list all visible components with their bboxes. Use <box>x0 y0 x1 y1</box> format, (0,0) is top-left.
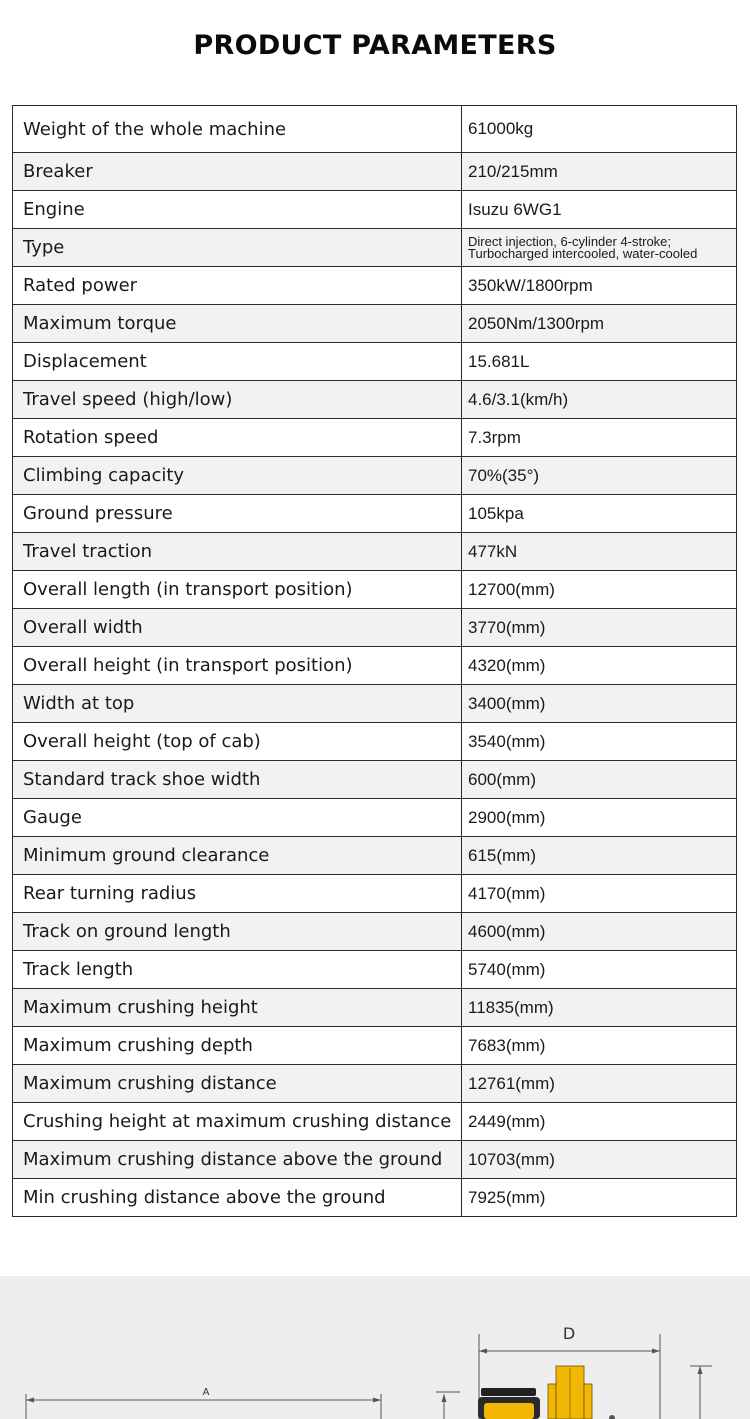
dim-a-label: A <box>202 1387 210 1398</box>
machine-front-view <box>478 1366 615 1419</box>
parameter-value: 7925(mm) <box>462 1179 737 1217</box>
parameter-value: 105kpa <box>462 495 737 533</box>
parameter-value: 70%(35°) <box>462 457 737 495</box>
parameter-value: 5740(mm) <box>462 951 737 989</box>
parameter-label: Overall height (top of cab) <box>13 723 462 761</box>
dim-d-label: D <box>562 1324 576 1343</box>
parameter-label: Maximum crushing height <box>13 989 462 1027</box>
parameter-label: Minimum ground clearance <box>13 837 462 875</box>
parameter-value: 350kW/1800rpm <box>462 267 737 305</box>
parameter-label: Engine <box>13 191 462 229</box>
parameter-label: Overall height (in transport position) <box>13 647 462 685</box>
parameter-label: Weight of the whole machine <box>13 106 462 153</box>
parameter-value: Isuzu 6WG1 <box>462 191 737 229</box>
table-row <box>13 989 737 1027</box>
page-title: PRODUCT PARAMETERS <box>193 30 557 61</box>
parameter-value: 10703(mm) <box>462 1141 737 1179</box>
parameter-value: 3540(mm) <box>462 723 737 761</box>
table-row <box>13 723 737 761</box>
table-row <box>13 609 737 647</box>
machine-boom-left <box>548 1384 556 1419</box>
parameter-value: 7683(mm) <box>462 1027 737 1065</box>
parameter-label: Travel traction <box>13 533 462 571</box>
table-row <box>13 191 737 229</box>
table-row <box>13 229 737 267</box>
table-row <box>13 1027 737 1065</box>
parameter-value: 615(mm) <box>462 837 737 875</box>
parameter-value: 210/215mm <box>462 153 737 191</box>
parameters-table <box>12 105 737 1217</box>
parameter-label: Width at top <box>13 685 462 723</box>
parameter-label: Min crushing distance above the ground <box>13 1179 462 1217</box>
dim-d-right-arrow <box>652 1349 660 1354</box>
table-row <box>13 106 737 153</box>
parameter-label: Travel speed (high/low) <box>13 381 462 419</box>
parameter-label: Overall width <box>13 609 462 647</box>
parameter-label: Rear turning radius <box>13 875 462 913</box>
dim-height-top-arrow <box>698 1366 703 1374</box>
table-row <box>13 419 737 457</box>
dim-d-left-arrow <box>479 1349 487 1354</box>
parameter-value: 600(mm) <box>462 761 737 799</box>
parameter-label: Track length <box>13 951 462 989</box>
machine-boom-right <box>584 1384 592 1419</box>
table-row <box>13 685 737 723</box>
table-row <box>13 1179 737 1217</box>
parameter-label: Breaker <box>13 153 462 191</box>
machine-pin <box>609 1415 615 1419</box>
dimension-drawing <box>0 1276 750 1419</box>
parameter-value: 2050Nm/1300rpm <box>462 305 737 343</box>
parameter-value: Direct injection, 6-cylinder 4-stroke; Turbocharged intercooled, water-cooled <box>462 229 737 267</box>
dim-a-right-arrow <box>373 1398 381 1403</box>
dimension-diagram <box>0 1276 750 1419</box>
table-row <box>13 799 737 837</box>
parameter-value: 3770(mm) <box>462 609 737 647</box>
table-row <box>13 495 737 533</box>
table-row <box>13 267 737 305</box>
parameter-value: 15.681L <box>462 343 737 381</box>
table-row <box>13 533 737 571</box>
parameters-table-body <box>13 106 737 1217</box>
table-row <box>13 913 737 951</box>
parameter-label: Maximum crushing distance above the ground <box>13 1141 462 1179</box>
parameter-value: 11835(mm) <box>462 989 737 1027</box>
dim-left-height-arrow <box>442 1394 447 1402</box>
parameter-value: 4170(mm) <box>462 875 737 913</box>
table-row <box>13 457 737 495</box>
parameter-label: Track on ground length <box>13 913 462 951</box>
table-row <box>13 1141 737 1179</box>
parameter-value: 4320(mm) <box>462 647 737 685</box>
table-row <box>13 343 737 381</box>
dim-a-left-arrow <box>26 1398 34 1403</box>
table-row <box>13 305 737 343</box>
parameter-value: 477kN <box>462 533 737 571</box>
parameter-label: Maximum crushing distance <box>13 1065 462 1103</box>
parameter-value: 7.3rpm <box>462 419 737 457</box>
parameter-label: Ground pressure <box>13 495 462 533</box>
table-row <box>13 1065 737 1103</box>
parameter-value: 12761(mm) <box>462 1065 737 1103</box>
parameter-label: Rated power <box>13 267 462 305</box>
table-row <box>13 837 737 875</box>
table-row <box>13 571 737 609</box>
parameter-value: 12700(mm) <box>462 571 737 609</box>
parameter-label: Climbing capacity <box>13 457 462 495</box>
parameter-value: 61000kg <box>462 106 737 153</box>
parameter-label: Crushing height at maximum crushing distance <box>13 1103 462 1141</box>
table-row <box>13 381 737 419</box>
parameter-value: 2449(mm) <box>462 1103 737 1141</box>
parameter-value: 2900(mm) <box>462 799 737 837</box>
parameter-label: Standard track shoe width <box>13 761 462 799</box>
parameter-value: 4600(mm) <box>462 913 737 951</box>
table-row <box>13 951 737 989</box>
parameter-label: Displacement <box>13 343 462 381</box>
parameter-label: Overall length (in transport position) <box>13 571 462 609</box>
parameter-label: Type <box>13 229 462 267</box>
parameter-value: 3400(mm) <box>462 685 737 723</box>
parameter-label: Maximum crushing depth <box>13 1027 462 1065</box>
table-row <box>13 761 737 799</box>
table-row <box>13 153 737 191</box>
parameter-label: Maximum torque <box>13 305 462 343</box>
table-row <box>13 1103 737 1141</box>
parameter-label: Rotation speed <box>13 419 462 457</box>
parameter-label: Gauge <box>13 799 462 837</box>
table-row <box>13 875 737 913</box>
machine-lamp-panel <box>484 1403 534 1419</box>
table-row <box>13 647 737 685</box>
parameter-value: 4.6/3.1(km/h) <box>462 381 737 419</box>
machine-counterweight-top <box>481 1388 536 1396</box>
